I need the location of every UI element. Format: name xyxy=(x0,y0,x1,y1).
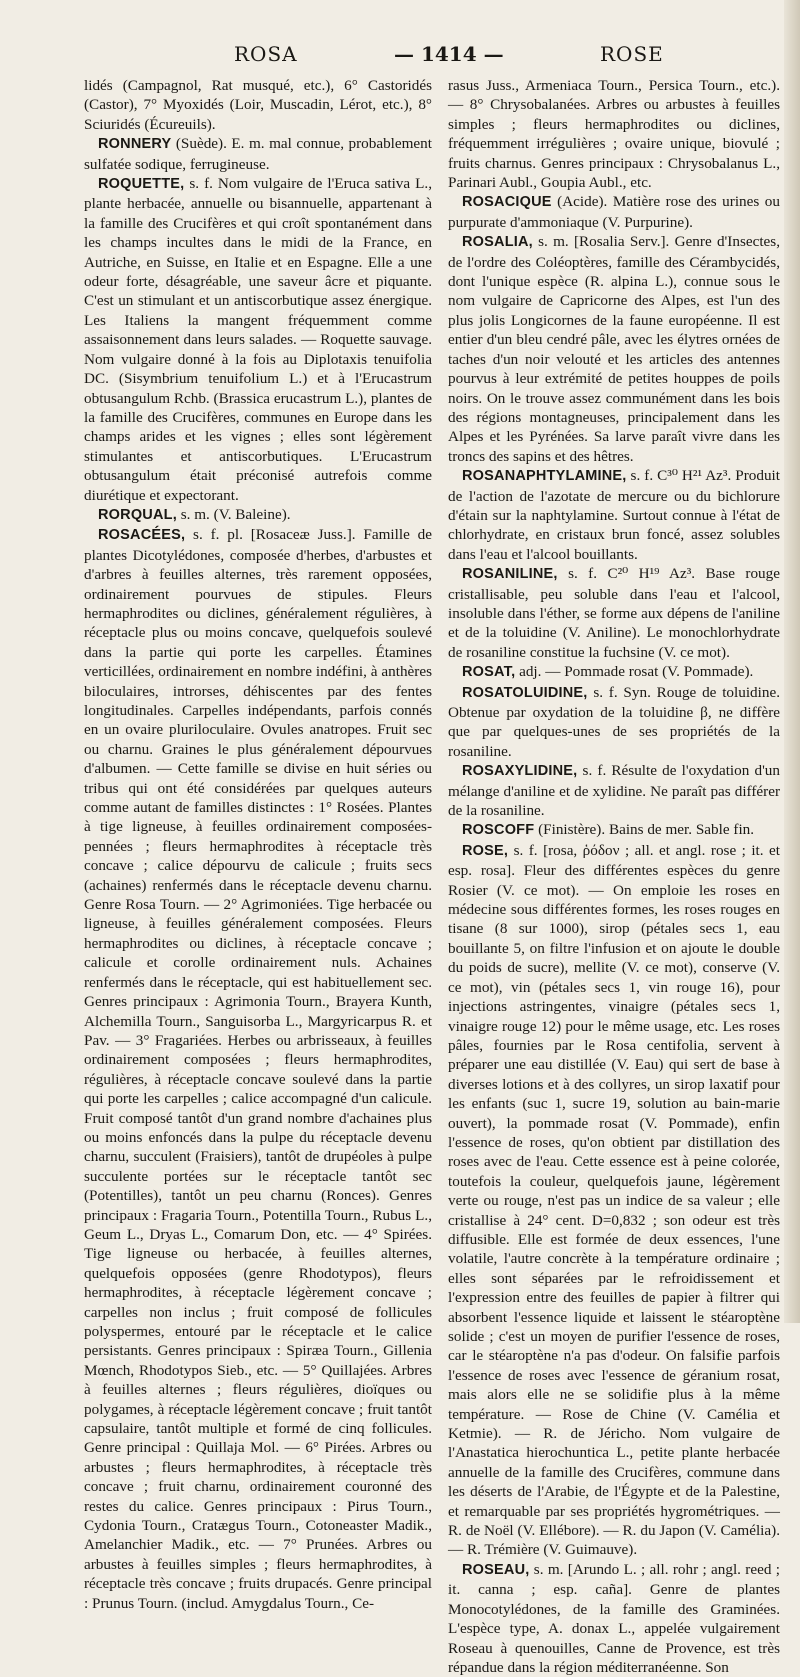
dictionary-entry xyxy=(448,232,780,466)
entry-definition: (Acide). Matière rose des urines ou purpurate d'ammoniaque (V. Purpurine). xyxy=(448,193,780,231)
entry-headword: RONNERY xyxy=(98,136,172,153)
entry-headword: ROSANAPHTYLAMINE, xyxy=(462,468,627,485)
dictionary-entry xyxy=(448,662,780,682)
entry-headword: ROSCOFF xyxy=(462,822,535,839)
entry-headword: ROSACÉES, xyxy=(98,527,186,544)
entry-headword: ROSAXYLIDINE, xyxy=(462,763,578,780)
right-column xyxy=(448,76,780,1676)
dictionary-entry xyxy=(448,192,780,232)
entry-headword: ROSE, xyxy=(462,842,509,859)
entry-definition: s. f. [rosa, ῥόδον ; all. et angl. rose ; it. et esp. rosa]. Fleur des différentes espèces du genre Rosier (V. ce mot). — On emploie les roses en médecine sous différentes formes, les roses rouges en tisane (8 sur 1000), sirop (pétales secs 1, eau bouillante 5, on filtre l'infusion et on ajoute le double du poids de sucre), mellite (V. ce mot), conserve (V. ce mot), vin (pétales secs 1, vin rouge 16), pour injections astringentes, vinaigre (pétales secs 1, vinaigre rouge 12) pour le même usage, etc. Les roses pâles, fournies par le Rosa centifolia, servent à préparer une eau distillée (V. Eau) qui sert de base à diverses lotions et à des collyres, un sirop laxatif pour les enfants (suc 1, sucre 19, solution au bain-marie ouvert), la pommade rosat (V. Pommade), enfin l'essence de roses, qu'on obtient par distillation des roses avec de l'eau. Cette essence est à peine colorée, toutefois la couleur, quelquefois jaune, légèrement verte ou rouge, n'est pas un indice de sa valeur ; elle cristallise à 24° cent. D=0,832 ; son odeur est très diffusible. Elle est formée de deux essences, l'une volatile, l'autre concrète à la température ordinaire ; elles sont séparées par le refroidissement et l'expression entre des feuilles de papier à filtrer qui absorbent l'essence liquide et laissent le stéaroptène solide ; c'est un moyen de purifier l'essence de roses, car le stéaroptène n'a pas d'odeur. On falsifie parfois l'essence de roses avec l'essence de géranium rosat, mais alors elle ne se solidifie plus à la même température. — Rose de Chine (V. Camélia et Ketmie). — R. de Jéricho. Nom vulgaire de l'Anastatica hierochuntica L., petite plante herbacée annuelle de la famille des Crucifères, commune dans les déserts de l'Arabie, de l'Égypte et de la Palestine, et remarquable par ses propriétés hygrométriques. — R. de Noël (V. Ellébore). — R. du Japon (V. Camélia). — R. Trémière (V. Guimauve). xyxy=(448,841,780,1559)
entry-headword: ROSALIA, xyxy=(462,234,533,251)
entry-headword: ROSANILINE, xyxy=(462,566,558,583)
entry-headword: ROSAT, xyxy=(462,664,516,681)
entry-definition: (Suède). E. m. mal connue, probablement sulfatée sodique, ferrugineuse. xyxy=(84,135,432,173)
entry-continuation: lidés (Campagnol, Rat musqué, etc.), 6° Castoridés (Castor), 7° Myoxidés (Loir, Muscadin, Lérot, etc.), 8° Sciuridés (Écureuils). xyxy=(84,77,432,133)
entry-definition: adj. — Pommade rosat (V. Pommade). xyxy=(515,663,754,681)
page-number: — 1414 — xyxy=(394,42,504,66)
entry-definition: s. f. C²⁰ H¹⁹ Az³. Base rouge cristallisable, peu soluble dans l'eau et l'alcool, insoluble dans l'éther, se forme aux dépens de l'aniline et de la toluidine (V. Aniline). Le monochlorhydrate de rosaniline constitue la fuchsine (V. ce mot). xyxy=(448,565,780,661)
entry-definition: s. f. C³⁰ H²¹ Az³. Produit de l'action de l'azotate de mercure ou du bichlorure d'étain sur la naphtylamine. Surtout connue à l'état de chlorhydrate, en cristaux brun foncé, assez solubles dans l'eau et l'alcool bouillants. xyxy=(448,467,780,563)
page-gutter-shadow xyxy=(784,0,800,1323)
dictionary-entry xyxy=(448,820,780,840)
dictionary-entry xyxy=(448,1560,780,1677)
entry-definition: s. f. Syn. Rouge de toluidine. Obtenue par oxydation de la toluidine β, ne diffère que par quelques-unes de ses propriétés de la rosaniline. xyxy=(448,683,780,760)
entry-definition: s. m. [Rosalia Serv.]. Genre d'Insectes, de l'ordre des Coléoptères, famille des Cérambycidés, dont l'unique espèce (R. alpina L.), connue sous le nom vulgaire de Capricorne des Alpes, est l'un des plus jolis Longicornes de la faune européenne. Il est entier d'un bleu cendré pâle, avec les élytres ornées de taches d'un noir velouté et les articles des antennes pourvus à leur extrémité de petites houppes de poils noirs. On le trouve assez communément dans les bois des régions montagneuses, principalement dans les Alpes et les Pyrénées. Sa larve paraît vivre dans les troncs des sapins et des hêtres. xyxy=(448,233,780,465)
dictionary-entry xyxy=(448,841,780,1560)
entry-definition: s. m. (V. Baleine). xyxy=(176,505,291,523)
page-header xyxy=(84,42,784,72)
left-column xyxy=(84,76,432,1612)
entry-definition: s. m. [Arundo L. ; all. rohr ; angl. reed ; it. canna ; esp. caña]. Genre de plantes Monocotylédones, de la famille des Graminées. L'espèce type, A. donax L., appelée vulgairement Roseau à quenouilles, Canne de Provence, est très répandue dans la région méditerranéenne. Son xyxy=(448,1560,780,1676)
header-left-guideword: ROSA xyxy=(234,42,298,66)
entry-definition: s. f. Nom vulgaire de l'Eruca sativa L., plante herbacée, annuelle ou bisannuelle, appartenant à la famille des Crucifères et qui croît spontanément dans les champs incultes dans le midi de la France, en Autriche, en Suisse, en Italie et en Espagne. Elle a une odeur forte, désagréable, une saveur âcre et piquante. C'est un stimulant et un antiscorbutique assez énergique. Les Italiens la mangent fréquemment comme assaisonnement dans leurs salades. — Roquette sauvage. Nom vulgaire donné à la fois au Diplotaxis tenuifolia DC. (Sisymbrium tenuifolium L.) et à l'Erucastrum obtusangulum Rchb. (Brassica erucastrum L.), plantes de la famille des Crucifères, communes en Europe dans les champs arides et les vignes ; elles sont légèrement stimulantes et antiscorbutiques. L'Erucastrum obtusangulum était préconisé autrefois comme diurétique et expectorant. xyxy=(84,175,432,504)
dictionary-entry xyxy=(448,761,780,820)
dictionary-entry xyxy=(448,564,780,662)
dictionary-entry xyxy=(84,505,432,525)
dictionary-entry xyxy=(84,134,432,174)
entry-definition: s. f. pl. [Rosaceæ Juss.]. Famille de plantes Dicotylédones, composée d'herbes, d'arbustes et d'arbres à feuilles alternes, très rarement opposées, ordinairement pourvues de stipules. Fleurs hermaphrodites ou diclines, généralement régulières, à réceptacle plus ou moins concave, quelquefois soulevé dans la partie qui porte les carpelles. Étamines verticillées, ordinairement en nombre indéfini, à anthères biloculaires, introrses, déhiscentes par des fentes longitudinales. Carpelles indépendants, parfois connés en un ovaire pluriloculaire. Ovules anatropes. Fruit sec ou charnu. Graines le plus généralement dépourvues d'albumen. — Cette famille se divise en huit séries ou tribus qui ont été considérées par quelques auteurs comme autant de familles distinctes : 1° Rosées. Plantes à tige ligneuse, à feuilles ordinairement composées-pennées ; fleurs hermaphrodites à réceptacle très concave ; calice dépourvu de calicule ; fruits secs (achaines) renfermés dans le réceptacle devenu charnu. Genre Rosa Tourn. — 2° Agrimoniées. Tige herbacée ou ligneuse, à feuilles généralement composées. Fleurs hermaphrodites ou diclines, à réceptacle concave ; calicule et corolle ordinairement nuls. Achaines renfermés dans le réceptacle, qui est habituellement sec. Genres principaux : Agrimonia Tourn., Brayera Kunth, Alchemilla Tourn., Sanguisorba L., Margyricarpus R. et Pav. — 3° Fragariées. Herbes ou arbrisseaux, à feuilles ordinairement composées ; fleurs hermaphrodites, régulières, à réceptacle concave soulevé dans la partie qui porte les carpelles ; calice accompagné d'un calicule. Fruit composé tantôt d'un grand nombre d'achaines plus ou moins enfoncés dans la pulpe du réceptacle devenu charnu, succulent (Fraisiers), tantôt de drupéoles à pulpe succulente portées sur le réceptacle tantôt sec (Potentilles), tantôt un peu charnu (Ronces). Genres principaux : Fragaria Tourn., Potentilla Tourn., Rubus L., Geum L., Dryas L., Comarum Don, etc. — 4° Spirées. Tige ligneuse ou herbacée, à feuilles alternes, quelquefois opposées (genre Rhodotypos), fleurs hermaphrodites, à réceptacle légèrement concave ; carpelles non inclus ; fruit composé de follicules polyspermes, entouré par le réceptacle et le calice persistants. Genres principaux : Spiræa Tourn., Gillenia Mœnch, Rhodotypos Sieb., etc. — 5° Quillajées. Arbres à feuilles alternes ; fleurs régulières, dioïques ou polygames, à réceptacle légèrement concave ; fruit tantôt capsulaire, tantôt multiple et formé de cinq follicules. Genre principal : Quillaja Mol. — 6° Pirées. Arbres ou arbustes ; fleurs hermaphrodites, à réceptacle très concave ; fruit charnu, ordinairement couronné des restes du calice. Genres principaux : Pirus Tourn., Cydonia Tourn., Cratægus Tourn., Cotoneaster Madik., Amelanchier Madik., etc. — 7° Prunées. Arbres ou arbustes à feuilles simples ; fleurs hermaphrodites, à réceptacle très concave ; fruits drupacés. Genre principal : Prunus Tourn. (includ. Amygdalus Tourn., Ce- xyxy=(84,526,432,1612)
dictionary-entry xyxy=(84,525,432,1613)
entry-headword: ROSEAU, xyxy=(462,1561,530,1578)
dictionary-entry xyxy=(448,466,780,564)
entry-headword: RORQUAL, xyxy=(98,506,177,523)
entry-continuation: rasus Juss., Armeniaca Tourn., Persica Tourn., etc.). — 8° Chrysobalanées. Arbres ou arbustes à feuilles simples ; fleurs hermaphrodites ou diclines, fréquemment irrégulières ; ovaire unique, biovulé ; fruits charnus. Genres principaux : Chrysobalanus L., Parinari Aubl., Goupia Aubl., etc. xyxy=(448,77,780,192)
entry-headword: ROQUETTE, xyxy=(98,176,185,193)
entry-definition: s. f. Résulte de l'oxydation d'un mélange d'aniline et de xylidine. Ne paraît pas différer de la rosaniline. xyxy=(448,762,780,820)
entry-definition: (Finistère). Bains de mer. Sable fin. xyxy=(534,821,755,839)
dictionary-entry xyxy=(84,174,432,505)
header-right-guideword: ROSE xyxy=(600,42,664,66)
entry-headword: ROSATOLUIDINE, xyxy=(462,684,588,701)
dictionary-entry xyxy=(448,683,780,762)
entry-headword: ROSACIQUE xyxy=(462,194,552,211)
